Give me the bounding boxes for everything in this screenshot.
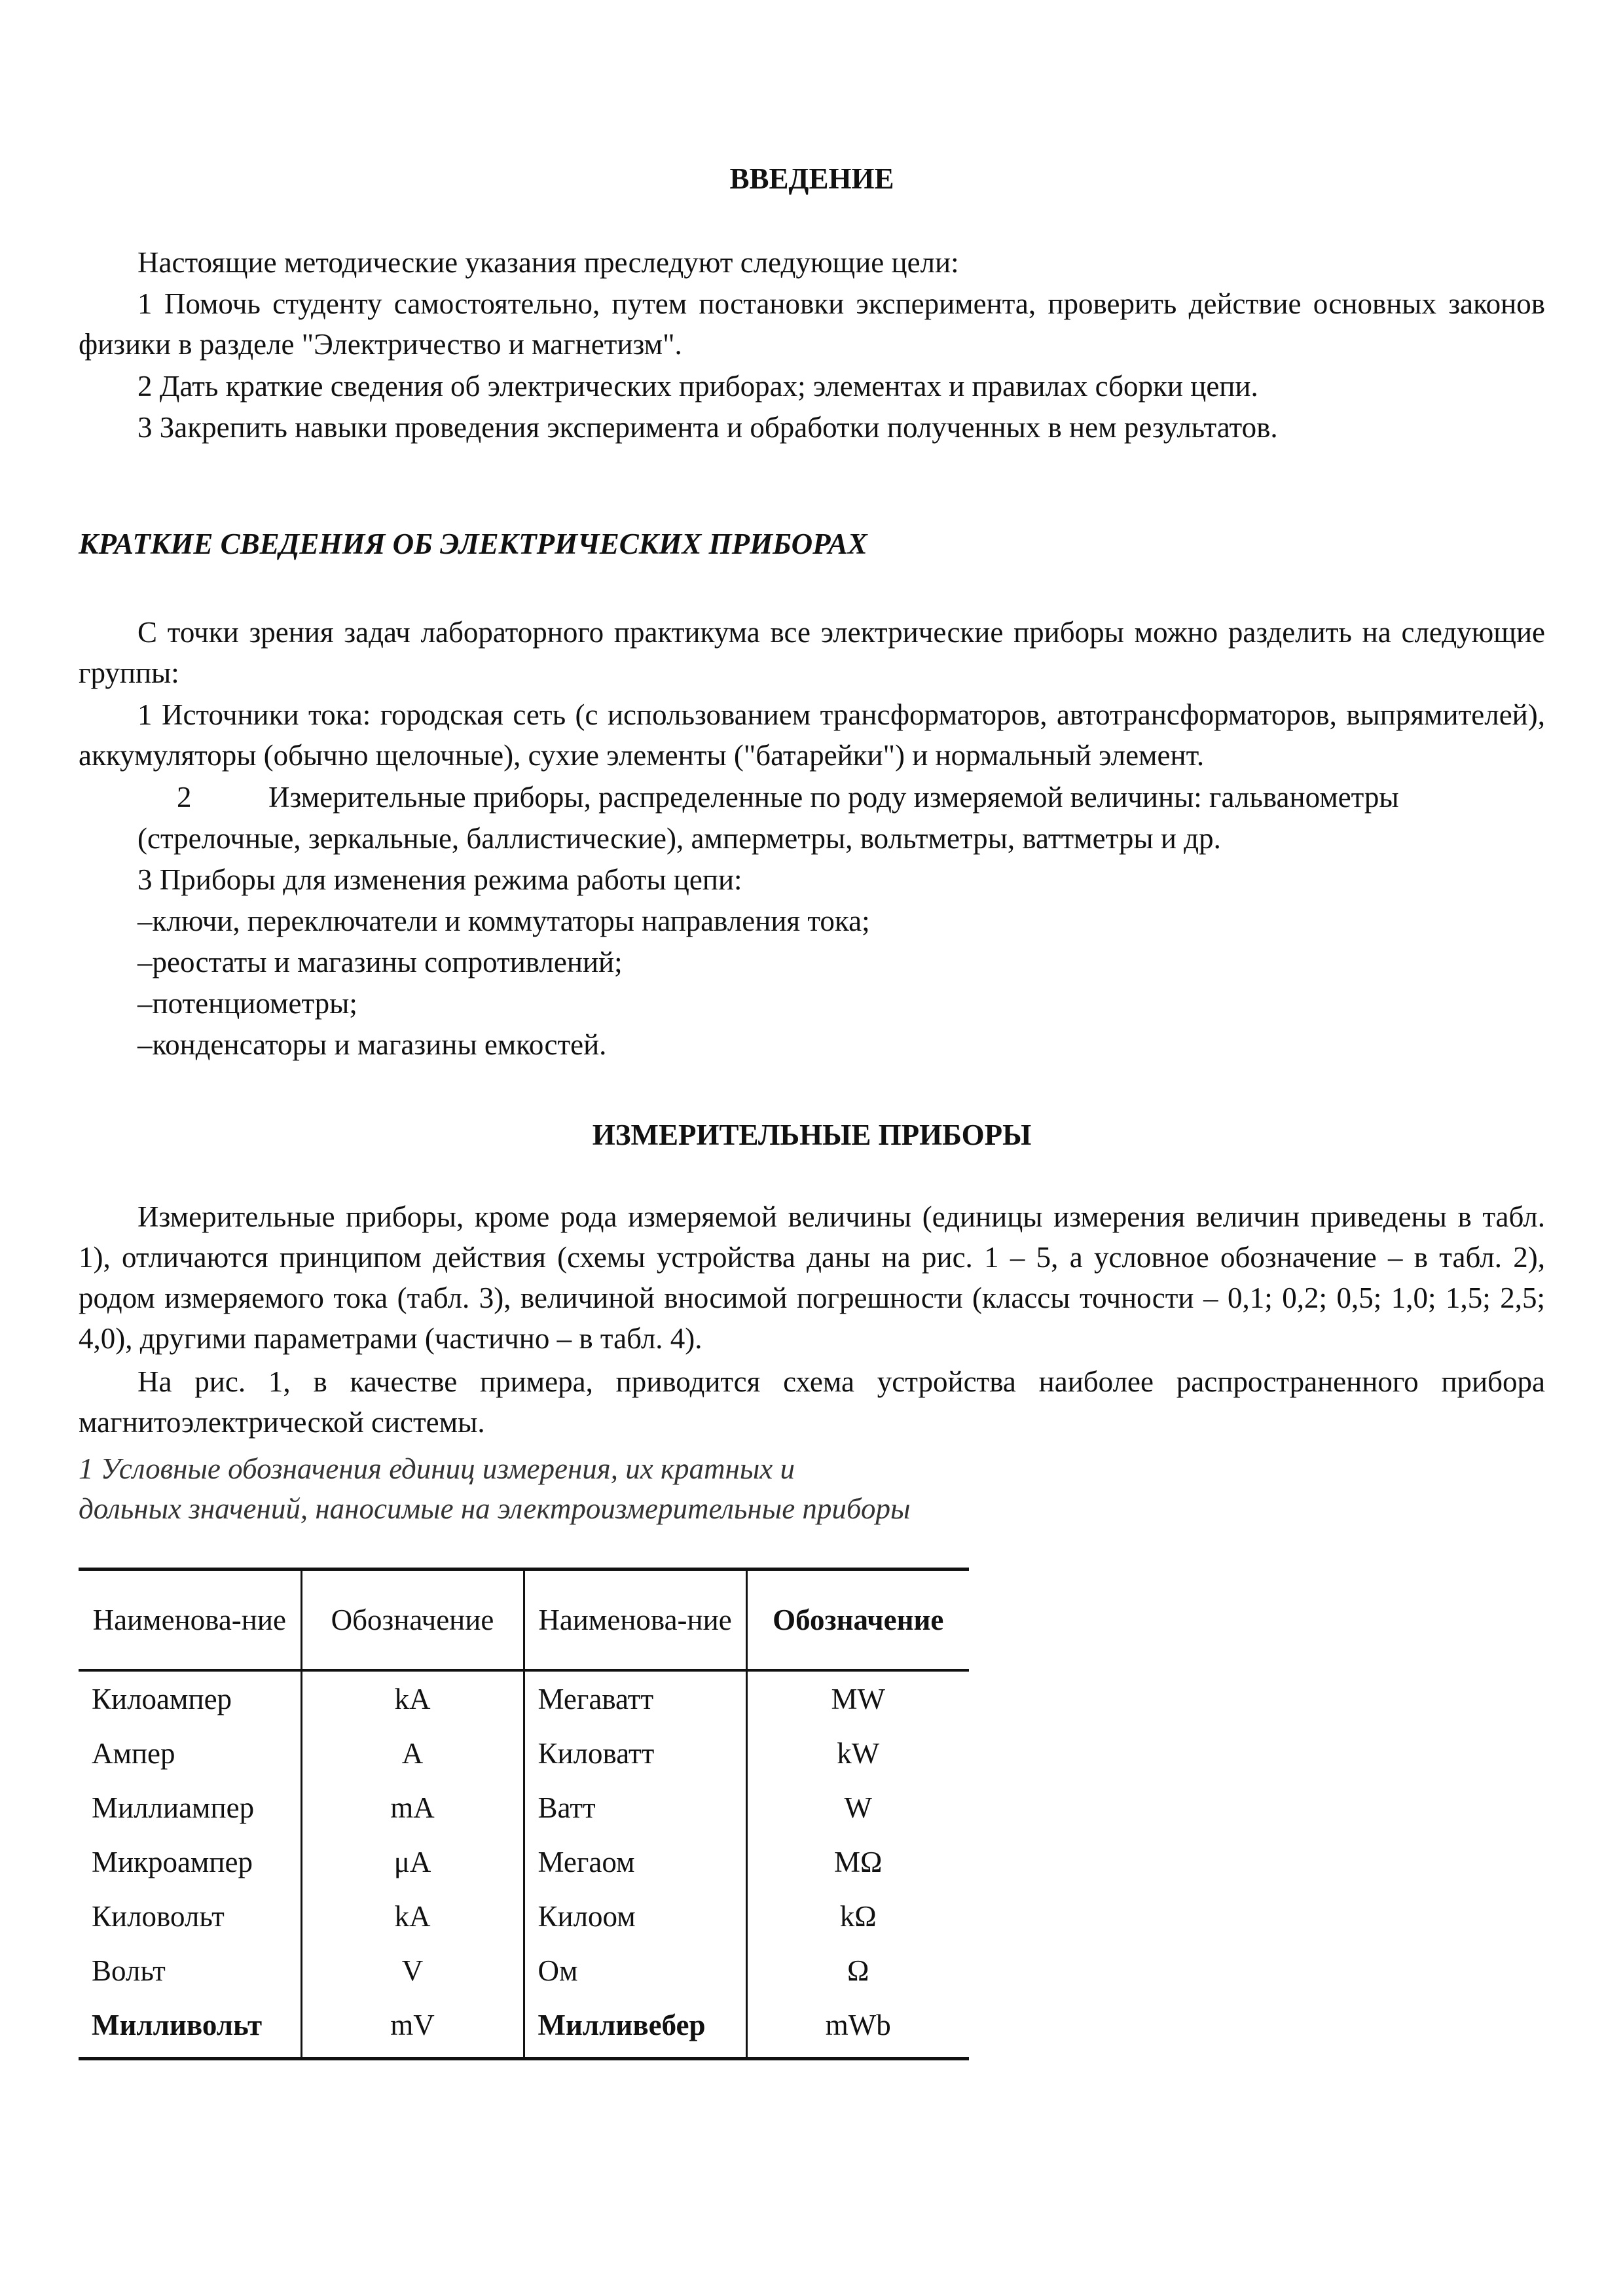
brief-lead: С точки зрения задач лабораторного практикума все электрические приборы можно разделить на следующие группы: [79, 616, 1545, 689]
unit-symbol: kA [301, 1889, 524, 1943]
brief-dash-item: –конденсаторы и магазины емкостей. [137, 1028, 607, 1061]
unit-name: Мегаом [524, 1835, 746, 1889]
unit-name: Микроампер [79, 1835, 301, 1889]
unit-symbol: MΩ [834, 1845, 883, 1878]
unit-symbol: mA [301, 1780, 524, 1835]
unit-symbol: μA [301, 1835, 524, 1889]
unit-name: Ватт [524, 1780, 746, 1835]
unit-symbol: V [301, 1943, 524, 1998]
table-row [79, 1780, 969, 1835]
intro-heading: ВВЕДЕНИЕ [729, 162, 894, 195]
brief-dash-item: –ключи, переключатели и коммутаторы направления тока; [137, 905, 870, 937]
unit-symbol: MW [831, 1682, 885, 1715]
intro-lead: Настоящие методические указания преследуют следующие цели: [137, 246, 959, 279]
unit-symbol: kΩ [839, 1899, 877, 1933]
unit-symbol: Ω [847, 1954, 869, 1987]
table-row [79, 1670, 969, 1726]
measuring-paragraph-1: Измерительные приборы, кроме рода измеряемой величины (единицы измерения величин приведены в табл. 1), отличаются принципом действия (схемы устройства даны на рис. 1 – 5, а условное обозначение – в табл. 2), родом измеряемого тока (табл. 3), величиной вносимой погрешности (классы точности – 0,1; 0,2; 0,5; 1,0; 1,5; 2,5; 4,0), другими параметрами (частично – в табл. 4). [79, 1200, 1545, 1355]
unit-name: Милливебер [524, 1998, 746, 2057]
brief-item-2-number: 2 [177, 781, 192, 814]
unit-name: Килоом [524, 1889, 746, 1943]
brief-dash-item: –потенциометры; [137, 987, 357, 1020]
units-table [79, 1568, 969, 2060]
unit-symbol: kA [301, 1670, 524, 1726]
brief-item-1: 1 Источники тока: городская сеть (с использованием трансформаторов, автотрансформаторов, выпрямителей), аккумуляторы (обычно щелочные), сухие элементы ("батарейки") и нормальный элемент. [79, 698, 1545, 772]
measuring-paragraph-2: На рис. 1, в качестве примера, приводится схема устройства наиболее распространенного прибора магнитоэлектрической системы. [79, 1365, 1545, 1439]
header-symbol-2: Обозначение [746, 1571, 969, 1670]
table-row [79, 1835, 969, 1889]
document-page [79, 0, 1545, 2296]
table-row [79, 1998, 969, 2057]
intro-item-3: 3 Закрепить навыки проведения эксперимента и обработки полученных в нем результатов. [137, 411, 1278, 444]
intro-item-1: 1 Помочь студенту самостоятельно, путем постановки эксперимента, проверить действие основных законов физики в разделе "Электричество и магнетизм". [79, 287, 1545, 361]
unit-name: Киловольт [79, 1889, 301, 1943]
unit-symbol: W [844, 1791, 872, 1824]
unit-symbol: mV [301, 1998, 524, 2057]
unit-symbol: mWb [825, 2008, 891, 2041]
header-symbol-1: Обозначение [301, 1571, 524, 1670]
table-row [79, 1943, 969, 1998]
table-caption-line-1: 1 Условные обозначения единиц измерения, их кратных и [79, 1452, 795, 1485]
brief-dash-item: –реостаты и магазины сопротивлений; [137, 946, 623, 978]
unit-name: Ом [524, 1943, 746, 1998]
unit-name: Мегаватт [524, 1670, 746, 1726]
table-caption-line-2: дольных значений, наносимые на электроизмерительные приборы [79, 1492, 911, 1525]
table-header-row [79, 1571, 969, 1670]
brief-item-2-first-line: Измерительные приборы, распределенные по роду измеряемой величины: гальванометры [268, 781, 1399, 814]
unit-name: Киловатт [524, 1726, 746, 1780]
unit-symbol: kW [837, 1736, 880, 1770]
brief-heading: КРАТКИЕ СВЕДЕНИЯ ОБ ЭЛЕКТРИЧЕСКИХ ПРИБОРАХ [79, 528, 867, 560]
brief-item-3: 3 Приборы для изменения режима работы цепи: [137, 863, 742, 896]
table-row [79, 1889, 969, 1943]
unit-symbol: A [301, 1726, 524, 1780]
brief-item-2-second-line: (стрелочные, зеркальные, баллистические), амперметры, вольтметры, ваттметры и др. [137, 822, 1221, 855]
intro-item-2: 2 Дать краткие сведения об электрических приборах; элементах и правилах сборки цепи. [137, 370, 1258, 403]
header-name-1: Наименова-ние [79, 1571, 301, 1670]
unit-name: Вольт [79, 1943, 301, 1998]
header-name-2: Наименова-ние [524, 1571, 746, 1670]
unit-name: Миллиампер [79, 1780, 301, 1835]
table-row [79, 1726, 969, 1780]
unit-name: Милливольт [79, 1998, 301, 2057]
measuring-heading: ИЗМЕРИТЕЛЬНЫЕ ПРИБОРЫ [592, 1119, 1032, 1151]
unit-name: Ампер [79, 1726, 301, 1780]
unit-name: Килоампер [79, 1670, 301, 1726]
